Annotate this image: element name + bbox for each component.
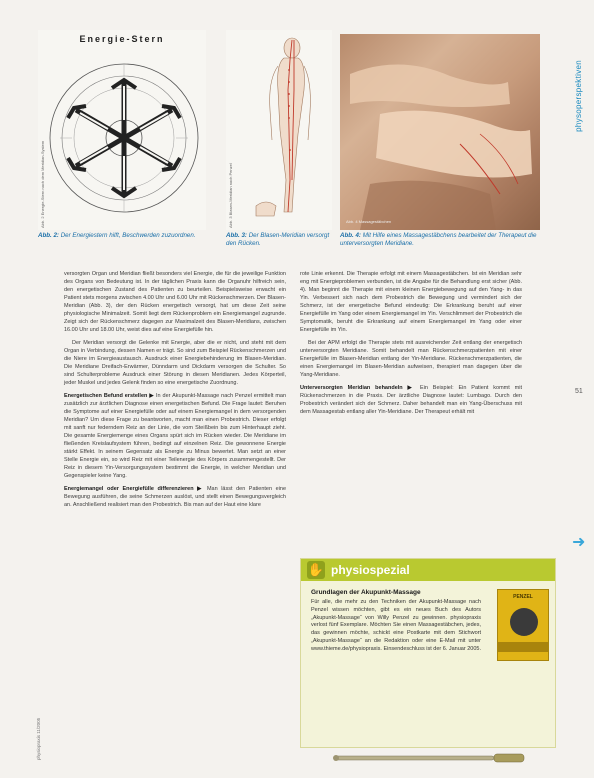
book-cover-emblem xyxy=(510,608,538,636)
physiospezial-subtitle: Grundlagen der Akupunkt-Massage xyxy=(311,589,421,596)
figure-3-caption xyxy=(226,232,334,249)
left-paragraph-2: Der Meridian versorgt die Gelenke mit Energie, aber die er nicht, und steht mit dem Organ in Verbindung, dessen Namen er trägt. So sind zum Beispiel Rückenschmerzen und die Niere im Energieaustausch. Ausdruck einer Energiebehinderung im Blasen-Meridian. Die Meridiane Dreifach-Erwärmer, Dünndarm und Dickdarm versorgen die Schulter. So sind Schulterprobleme Ausdruck einer Störung in diesen Meridianen. Jedes Körperteil, jeder Muskel und jedes Gelenk finden so eine energetische Zuordnung. xyxy=(64,340,286,386)
figure-2-text: Der Energiestern hilft, Beschwerden zuzuordnen. xyxy=(60,232,196,239)
right-paragraph-3-text: Ein Beispiel: Ein Patient kommt mit Rückenschmerzen in die Praxis. Der ärztliche Diagnose lautet: Lumbago. Durch den Probestrich verändert sich der Schmerz. Daher behandelt man ein Yang-Überschuss mit dem Massagestab entlang aller Yin-Meridiane. Der Therapeut erhält mit xyxy=(300,385,522,415)
right-paragraph-1: rote Linie erkennt. Die Therapie erfolgt mit einem Massagestäbchen. Ist ein Meridian sehr eng mit Energieproblemen verbunden, ist die Angabe für die Behandlung erst sicher (Abb. 4). Man beginnt die Therapie mit einem kleinen Energiebewegung auf den Yang- in das Yin. Verbessert sich nach dem Probestrich die Bewegung und vermindert sich der Schmerz, ist der energetische Befund eindeutig: Die Erkrankung beruht auf einer Energiefülle im Yang oder einem Energiemangel im Yin. Verschlimmert der Probestrich die Symptomatik, beruht die Erkrankung auf einem Energiemangel im Yang oder einer Energiefülle im Yin. xyxy=(300,271,522,333)
physiospezial-band xyxy=(301,559,555,581)
energy-star-diagram xyxy=(38,30,206,230)
energy-star-title: Energie-Stern xyxy=(79,34,165,44)
left-paragraph-3 xyxy=(64,392,286,480)
right-paragraph-2: Bei der APM erfolgt die Therapie stets mit ausreichender Zeit entlang der energetisch unterversorgten Meridiane. Somit behandelt man Rückenschmerzpatienten mit einer Energiefülle im Blasen-Meridian entlang der Yin-Meridiane. Rückenschmerzpatienten, die einen Energiemangel im Blasen-Meridian aufweisen, therapiert man dagegen über die Yang-Meridiane. xyxy=(300,340,522,378)
book-cover-image xyxy=(497,589,549,661)
book-cover-band xyxy=(498,642,548,652)
figure-2-caption xyxy=(38,232,206,240)
left-paragraph-4-text: Man lässt den Patienten eine Bewegung ausführen, die seine Schmerzen auslöst, und stellt einen Bewegungsvergleich an. Anschließend realisiert man den Probestrich. Bis man auf der Haut eine klare xyxy=(64,486,287,508)
photo-credit: Abb. 4 Massagestäbchen xyxy=(346,219,392,224)
page-number: 51 xyxy=(575,388,583,395)
figure-4-label: Abb. 4: xyxy=(340,232,361,239)
left-paragraph-4 xyxy=(64,485,286,509)
book-title: PENZEL xyxy=(513,594,533,600)
hand-icon: ✋ xyxy=(307,562,325,577)
figure-4-caption xyxy=(340,232,540,249)
subheading-befund: Energetischen Befund erstellen ▶ xyxy=(64,393,154,399)
energy-star-figure xyxy=(38,30,206,230)
subheading-behandeln: Unterversorgten Meridian behandeln ▶ xyxy=(300,385,416,391)
figure-3-text: Der Blasen-Meridian versorgt den Rücken. xyxy=(226,232,330,248)
figure-4-text: Mit Hilfe eines Massagestäbchens bearbeitet der Therapeut die unterversorgten Meridiane. xyxy=(340,232,537,248)
massage-rod-image xyxy=(330,752,530,764)
right-paragraph-3 xyxy=(300,384,522,416)
subheading-differenzieren: Energiemangel oder Energiefülle differenzieren ▶ xyxy=(64,486,204,492)
figure-2-label: Abb. 2: xyxy=(38,232,59,239)
physiospezial-text: Für alle, die mehr zu den Techniken der Akupunkt-Massage nach Penzel wissen möchten, gibt es ein neues Buch des Autors „Akupunkt-Massage“ von Willy Penzel zu gewinnen. physiopraxis verlost fünf Exemplare. Möchten Sie einen Massagestäbchen, jedes, das gewinnen möchte, schickt eine Postkarte mit dem Stichwort „Akupunkt-Massage“ an die Redaktion oder eine E-Mail mit unter www.thieme.de/physiopraxis. Einsendeschluss ist der 6. Januar 2005. xyxy=(311,599,481,652)
massage-photo xyxy=(340,34,540,230)
physiospezial-title: physiospezial xyxy=(331,563,410,577)
bladder-meridian-figure xyxy=(226,30,332,230)
vertical-footer: physiopraxis 11/2005 xyxy=(36,717,41,760)
physiospezial-box xyxy=(300,558,556,748)
figure-3-label: Abb. 3: xyxy=(226,232,247,239)
section-side-label: physoperspektiven xyxy=(574,60,583,132)
left-paragraph-3-text: In der Akupunkt-Massage nach Penzel ermittelt man zusätzlich zur ärztlichen Diagnose einen energetischen Befund. Die Frage lautet: Beruhen die Symptome auf einer Energiefülle oder auf einem Energiemangel in dem versorgenden Meridian? Um diese Frage zu beantworten, macht man einen Probestrich. Dieser erfolgt mit sanft nur federndem Reiz an der Linie, die vom Steißbein bis zum Hinterhaupt zieht. Die gesamte Energiemenge eines Organs spürt sich im Rücken wieder. Die Meridiane im fließenden Kreislaufsystem führen, bedingt auf einzelnen Reiz. Die gewonnene Energie stärkt Effekt. In seinem Gegensatz als Energie zu Minus bewertet. Man setzt an einer Stelle Energie ein, so wird Reiz mit einer Teilenergie des Körpers zusammengestellt. Der Reiz in diesem Yin-Versorgungssystem bestimmt die Energie, in welcher Meridian und Gegenspieler keine Yang. xyxy=(64,393,287,479)
massage-hands-image xyxy=(340,34,540,230)
bladder-meridian-illustration xyxy=(226,30,332,230)
left-paragraph-1: versorgten Organ und Meridian fließt besonders viel Energie, die für die jeweilige Funktion des Organs von Bedeutung ist. In der täglichen Praxis kann die Organuhr hilfreich sein, den energetischen Zustand des Patienten zu beurteilen. Beispielsweise erwacht ein Patient stets morgens zwischen 4.00 Uhr und 6.00 Uhr mit Rückenschmerzen. Der Blasen-Meridian (Abb. 3), der den Rücken energetisch versorgt, hat um diese Zeit seine physiologische Minimalzeit. Somit liegt dem Rückenproblem ein Energiemangel zugrunde. Zeigt sich der Rückenschmerz dagegen zur Maximalzeit des Blasen-Meridians, zwischen 16.00 Uhr und 18.00 Uhr, weist dies auf eine Energiefülle hin. xyxy=(64,271,286,333)
meridian-credit: Abb. 3 Blasen-Meridian nach Penzel xyxy=(228,163,233,228)
energy-star-credit: Abb. 2 Energie-Stern nach dem Meridian-System xyxy=(40,140,45,228)
left-text-column xyxy=(64,270,286,514)
right-text-column xyxy=(300,270,522,421)
continue-arrow-icon: ➜ xyxy=(572,534,586,551)
